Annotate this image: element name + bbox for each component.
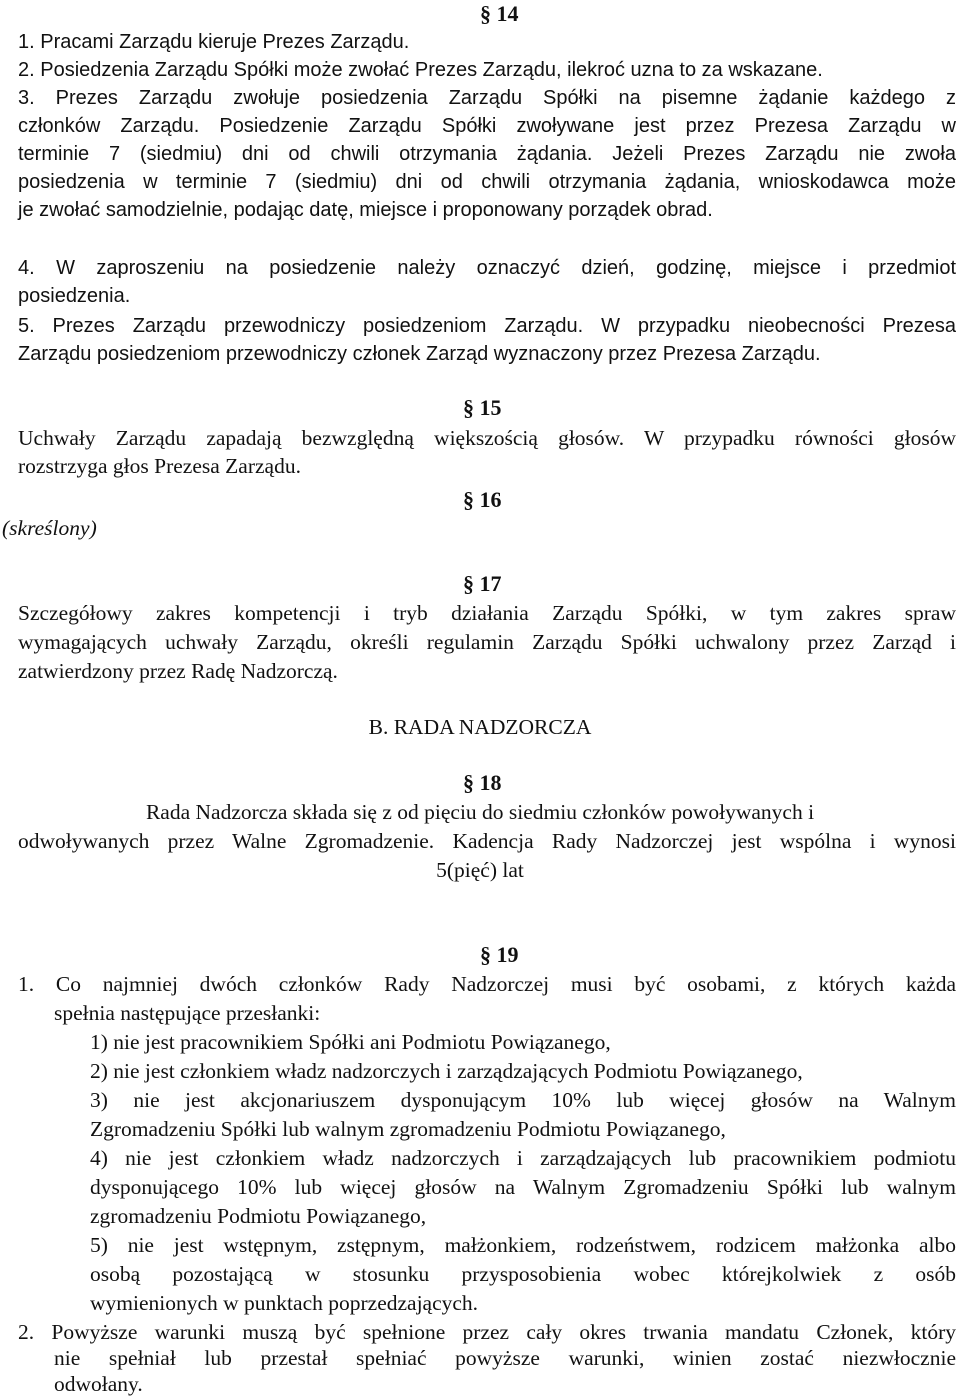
s19-subitem-2: 2) nie jest członkiem władz nadzorczych i zarządzających Podmiotu Powiązanego, bbox=[90, 1059, 803, 1083]
s19-item-2-line-3: odwołany. bbox=[54, 1372, 143, 1396]
s19-subitem-4-line-2: dysponującego 10% lub więcej głosów na Walnym Zgromadzeniu Spółki lub walnym bbox=[90, 1175, 956, 1199]
s14-item-4-line-2: posiedzenia. bbox=[18, 285, 131, 307]
s14-item-3-line-3: terminie 7 (siedmiu) dni od chwili otrzymania żądania. Jeżeli Prezes Zarządu nie zwoła bbox=[18, 143, 956, 165]
s19-subitem-4-line-3: zgromadzeniu Podmiotu Powiązanego, bbox=[90, 1204, 427, 1228]
s17-line-2: wymagających uchwały Zarządu, określi regulamin Zarządu Spółki uchwalony przez Zarząd i bbox=[18, 630, 956, 654]
s15-line-2: rozstrzyga głos Prezesa Zarządu. bbox=[18, 454, 301, 478]
s14-item-5-line-1: 5. Prezes Zarządu przewodniczy posiedzeniom Zarządu. W przypadku nieobecności Prezesa bbox=[18, 315, 956, 337]
s14-item-2: 2. Posiedzenia Zarządu Spółki może zwołać Prezes Zarządu, ilekroć uzna to za wskazane. bbox=[18, 59, 823, 81]
s19-subitem-4-line-1: 4) nie jest członkiem władz nadzorczych i zarządzających lub pracownikiem podmiotu bbox=[90, 1146, 956, 1170]
s19-subitem-3-line-2: Zgromadzeniu Spółki lub walnym zgromadzeniu Podmiotu Powiązanego, bbox=[90, 1117, 726, 1141]
s15-line-1: Uchwały Zarządu zapadają bezwzględną większością głosów. W przypadku równości głosów bbox=[18, 426, 956, 450]
s14-item-3-line-4: posiedzenia w terminie 7 (siedmiu) dni od chwili otrzymania żądania, wnioskodawca może bbox=[18, 171, 956, 193]
s14-item-4-line-1: 4. W zaproszeniu na posiedzenie należy oznaczyć dzień, godzinę, miejsce i przedmiot bbox=[18, 257, 956, 279]
s19-item-2-line-2: nie spełniał lub przestał spełniać powyższe warunki, winien zostać niezwłocznie bbox=[54, 1346, 956, 1370]
part-b-title: B. RADA NADZORCZA bbox=[368, 715, 592, 739]
section-14-heading: § 14 bbox=[480, 1, 519, 26]
section-17-heading: § 17 bbox=[463, 571, 502, 596]
section-19-heading: § 19 bbox=[480, 942, 519, 967]
section-15-heading: § 15 bbox=[463, 395, 502, 420]
section-18-heading: § 18 bbox=[463, 770, 502, 795]
s14-item-3-line-5: je zwołać samodzielnie, podając datę, miejsce i proponowany porządek obrad. bbox=[18, 199, 713, 221]
s14-item-3-line-2: członków Zarządu. Posiedzenie Zarządu Spółki zwoływane jest przez Prezesa Zarządu w bbox=[18, 115, 956, 137]
s17-line-1: Szczegółowy zakres kompetencji i tryb działania Zarządu Spółki, w tym zakres spraw bbox=[18, 601, 956, 625]
s18-line-1: Rada Nadzorcza składa się z od pięciu do siedmiu członków powoływanych i bbox=[145, 800, 815, 824]
section-16-heading: § 16 bbox=[463, 487, 502, 512]
s19-subitem-1: 1) nie jest pracownikiem Spółki ani Podmiotu Powiązanego, bbox=[90, 1030, 611, 1054]
s19-subitem-3-line-1: 3) nie jest akcjonariuszem dysponującym 10% lub więcej głosów na Walnym bbox=[90, 1088, 956, 1112]
s16-struck-note: (skreślony) bbox=[2, 516, 97, 540]
s18-line-3: 5(pięć) lat bbox=[436, 858, 524, 882]
s14-item-1: 1. Pracami Zarządu kieruje Prezes Zarządu. bbox=[18, 31, 410, 53]
s18-line-2: odwoływanych przez Walne Zgromadzenie. Kadencja Rady Nadzorczej jest wspólna i wynosi bbox=[18, 829, 956, 853]
s14-item-3-line-1: 3. Prezes Zarządu zwołuje posiedzenia Zarządu Spółki na pisemne żądanie każdego z bbox=[18, 87, 956, 109]
s19-item-1-line-1: 1. Co najmniej dwóch członków Rady Nadzorczej musi być osobami, z których każda bbox=[18, 972, 956, 996]
s14-item-5-line-2: Zarządu posiedzeniom przewodniczy członek Zarząd wyznaczony przez Prezesa Zarządu. bbox=[18, 343, 821, 365]
s17-line-3: zatwierdzony przez Radę Nadzorczą. bbox=[18, 659, 338, 683]
s19-subitem-5-line-2: osobą pozostającą w stosunku przysposobienia wobec którejkolwiek z osób bbox=[90, 1262, 956, 1286]
s19-subitem-5-line-3: wymienionych w punktach poprzedzających. bbox=[90, 1291, 479, 1315]
s19-subitem-5-line-1: 5) nie jest wstępnym, zstępnym, małżonkiem, rodzeństwem, rodzicem małżonka albo bbox=[90, 1233, 956, 1257]
s19-item-1-line-2: spełnia następujące przesłanki: bbox=[54, 1001, 321, 1025]
s19-item-2-line-1: 2. Powyższe warunki muszą być spełnione przez cały okres trwania mandatu Członek, który bbox=[18, 1320, 956, 1344]
